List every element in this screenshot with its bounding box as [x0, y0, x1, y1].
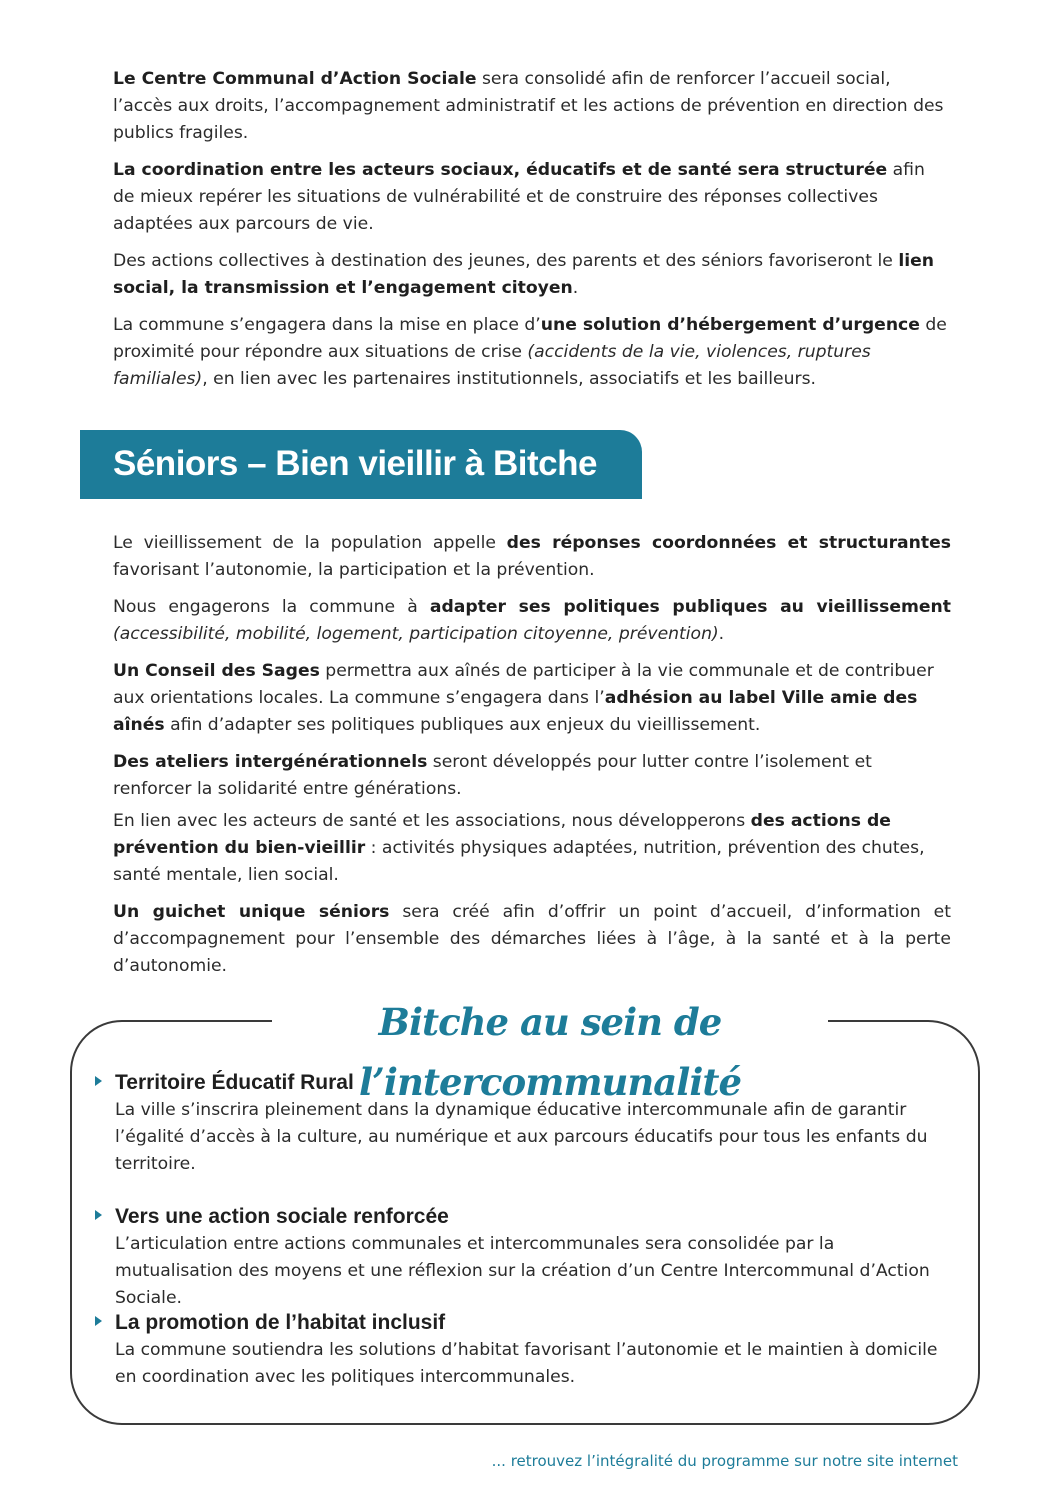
triangle-bullet-icon [95, 1076, 102, 1086]
paragraph-vieillissement: Le vieillissement de la population appelle des réponses coordonnées et structurantes favorisant l’autonomie, la participation et la prévention. [113, 533, 951, 580]
list-item [95, 1310, 955, 1391]
list-item [95, 1204, 955, 1311]
item-text: La commune soutiendra les solutions d’habitat favorisant l’autonomie et le maintien à domicile en coordination avec les politiques intercommunales. [115, 1340, 938, 1387]
section-banner-seniors [80, 430, 642, 499]
footer-link-text: ... retrouvez l’intégralité du programme sur notre site internet [491, 1452, 958, 1470]
paragraph-guichet-unique: Un guichet unique séniors sera créé afin d’offrir un point d’accueil, d’information et d’accompagnement pour l’ensemble des démarches liées à l’âge, à la santé et à la perte d’autonomie. [113, 902, 951, 976]
intercommunalite-title-wrap [272, 992, 828, 1104]
paragraph-actions-collectives: Des actions collectives à destination des jeunes, des parents et des séniors favoriseront le lien social, la transmission et l’engagement citoyen. [113, 251, 934, 298]
paragraph-conseil-des-sages: Un Conseil des Sages permettra aux aînés de participer à la vie communale et de contribuer aux orientations locales. La commune s’engagera dans l’adhésion au label Ville amie des aînés afin d’adapter ses politiques publiques aux enjeux du vieillissement. [113, 661, 934, 735]
paragraph-politiques-publiques: Nous engagerons la commune à adapter ses politiques publiques au vieillissement (accessibilité, mobilité, logement, participation citoyenne, prévention). [113, 597, 951, 644]
paragraph-hebergement-urgence: La commune s’engagera dans la mise en place d’une solution d’hébergement d’urgence de proximité pour répondre aux situations de crise (accidents de la vie, violences, ruptures familiales), en lien avec les partenaires institutionnels, associatifs et les bailleurs. [113, 315, 947, 389]
paragraph-ateliers: Des ateliers intergénérationnels seront développés pour lutter contre l’isolement et renforcer la solidarité entre générations. [113, 752, 872, 799]
intercommunalite-title: Bitche au sein de l’intercommunalité [358, 1000, 742, 1104]
paragraph-coordination: La coordination entre les acteurs sociaux, éducatifs et de santé sera structurée afin de mieux repérer les situations de vulnérabilité et de construire des réponses collectives adaptées aux parcours de vie. [113, 160, 925, 234]
list-item [95, 1070, 955, 1177]
triangle-bullet-icon [95, 1210, 102, 1220]
section-title: Séniors – Bien vieillir à Bitche [113, 444, 597, 483]
item-title: La promotion de l’habitat inclusif [115, 1311, 446, 1334]
item-title: Vers une action sociale renforcée [115, 1205, 449, 1228]
paragraph-ccas: Le Centre Communal d’Action Sociale sera consolidé afin de renforcer l’accueil social, l’accès aux droits, l’accompagnement administratif et les actions de prévention en direction des publics fragiles. [113, 69, 944, 143]
paragraph-prevention: En lien avec les acteurs de santé et les associations, nous développerons des actions de prévention du bien-vieillir : activités physiques adaptées, nutrition, prévention des chutes, santé mentale, lien social. [113, 811, 925, 885]
item-text: La ville s’inscrira pleinement dans la dynamique éducative intercommunale afin de garantir l’égalité d’accès à la culture, au numérique et aux parcours éducatifs pour tous les enfants du territoire. [115, 1100, 928, 1174]
item-text: L’articulation entre actions communales et intercommunales sera consolidée par la mutualisation des moyens et une réflexion sur la création d’un Centre Intercommunal d’Action Sociale. [115, 1234, 930, 1308]
item-title: Territoire Éducatif Rural [115, 1071, 354, 1094]
triangle-bullet-icon [95, 1316, 102, 1326]
